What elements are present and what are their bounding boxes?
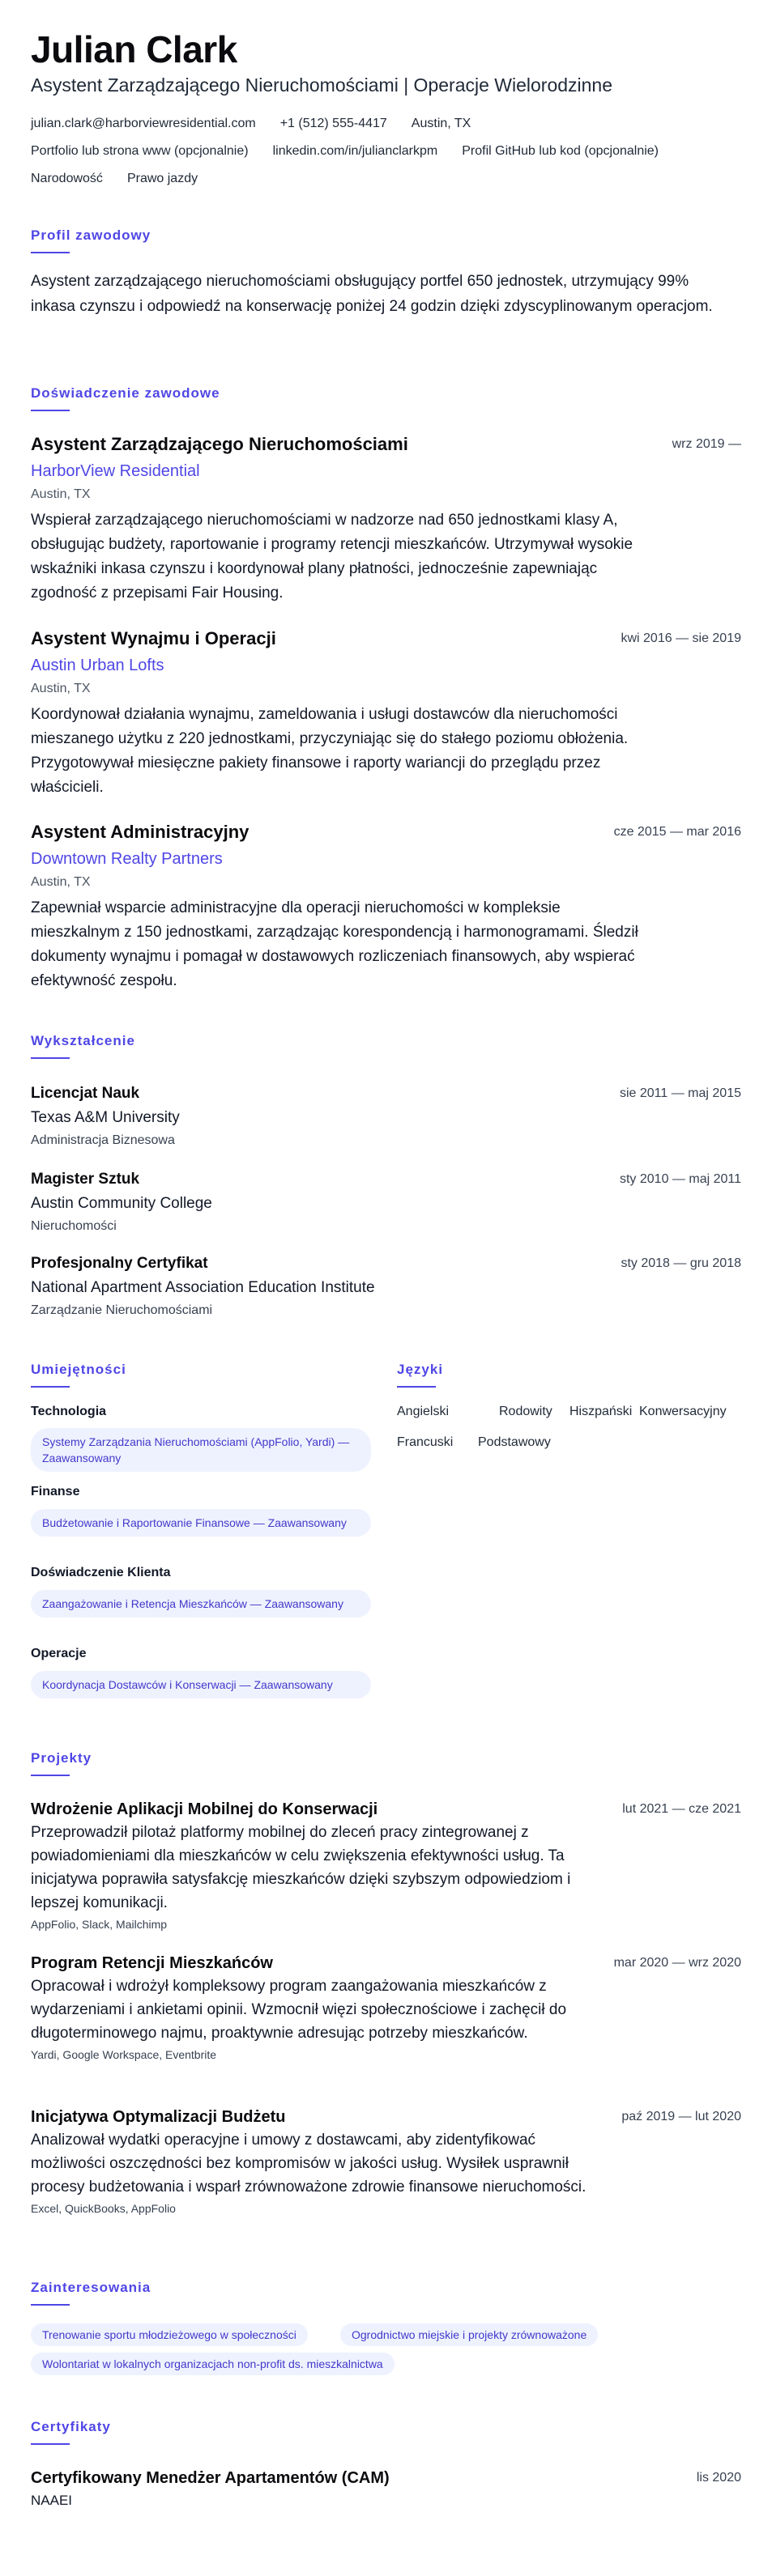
interest-tag: Ogrodnictwo miejskie i projekty zrównoważone (340, 2323, 598, 2346)
job-company: HarborView Residential (31, 462, 200, 480)
certificate-title: Certyfikowany Menedżer Apartamentów (CAM) (31, 2469, 390, 2487)
contact-row-personal (31, 172, 198, 186)
contact-row-primary (31, 117, 471, 131)
education-school: Texas A&M University (31, 1109, 180, 1126)
project-item (31, 1800, 741, 1931)
skill-category: Technologia (31, 1405, 107, 1418)
language-level: Konwersacyjny (639, 1405, 727, 1418)
interest-tag: Trenowanie sportu młodzieżowego w społeczności (31, 2323, 308, 2346)
skill-category: Doświadczenie Klienta (31, 1566, 171, 1579)
job-company: Austin Urban Lofts (31, 657, 164, 674)
experience-item (31, 628, 741, 800)
job-location: Austin, TX (31, 875, 91, 889)
candidate-name: Julian Clark (31, 28, 237, 70)
education-school: Austin Community College (31, 1195, 212, 1212)
skill-pill: Budżetowanie i Raportowanie Finansowe — Zaawansowany (31, 1509, 371, 1537)
language-name: Hiszpański (569, 1405, 633, 1418)
job-location: Austin, TX (31, 682, 91, 695)
job-description: Koordynował działania wynajmu, zameldowania i usługi dostawców dla nieruchomości mieszanego użytku z 220 jednostkami, przyczyniając się do stałego poziomu obłożenia. Przygotowywał miesięczne pakiety finansowe i raporty wariancji do przeglądu przez właścicieli. (31, 706, 629, 796)
contact-phone[interactable]: +1 (512) 555-4417 (279, 117, 387, 130)
project-description: Opracował i wdrożył kompleksowy program zaangażowania mieszkańców z wydarzeniami i ankietami opinii. Wzmocnił więzi społecznościowe i zachęcił do długoterminowego najmu, proaktywnie adresując potrzeby mieszkańców. (31, 1978, 567, 2042)
section-title-profile: Profil zawodowy (31, 227, 151, 243)
job-dates: wrz 2019 — (672, 437, 741, 451)
project-dates: mar 2020 — wrz 2020 (613, 1956, 741, 1970)
skill-pill: Systemy Zarządzania Nieruchomościami (AppFolio, Yardi) — Zaawansowany (31, 1428, 371, 1472)
skill-category: Operacje (31, 1647, 87, 1660)
project-title: Inicjatywa Optymalizacji Budżetu (31, 2108, 286, 2126)
profile-summary: Asystent zarządzającego nieruchomościami obsługujący portfel 650 jednostek, utrzymujący 99% inkasa czynszu i odpowiedź na konserwację poniżej 24 godzin dzięki zdyscyplinowanym operacjom. (31, 273, 713, 315)
project-title: Program Retencji Mieszkańców (31, 1954, 273, 1972)
education-degree: Licencjat Nauk (31, 1085, 140, 1102)
section-title-skills: Umiejętności (31, 1362, 126, 1377)
contact-nationality: Narodowość (31, 172, 103, 185)
contact-location: Austin, TX (411, 117, 471, 130)
project-title: Wdrożenie Aplikacji Mobilnej do Konserwacji (31, 1800, 378, 1818)
contact-linkedin[interactable]: linkedin.com/in/julianclarkpm (272, 144, 438, 158)
contact-github[interactable]: Profil GitHub lub kod (opcjonalnie) (462, 144, 659, 158)
section-title-experience: Doświadczenie zawodowe (31, 385, 220, 401)
job-description: Wspierał zarządzającego nieruchomościami w nadzorze nad 650 jednostkami klasy A, obsługując budżety, raportowanie i programy retencji mieszkańców. Utrzymywał wysokie wskaźniki inkasa czynszu i koordynował plany płatności, jednocześnie zapewniając zgodność z przepisami Fair Housing. (31, 512, 633, 601)
language-name: Angielski (397, 1405, 450, 1418)
education-school: National Apartment Association Education Institute (31, 1279, 375, 1296)
education-field: Administracja Biznesowa (31, 1133, 175, 1147)
job-dates: kwi 2016 — sie 2019 (621, 631, 741, 645)
project-dates: lut 2021 — cze 2021 (622, 1802, 741, 1816)
job-company: Downtown Realty Partners (31, 850, 223, 868)
candidate-headline: Asystent Zarządzającego Nieruchomościami | Operacje Wielorodzinne (31, 74, 613, 96)
project-dates: paź 2019 — lut 2020 (621, 2110, 741, 2123)
project-tech: Excel, QuickBooks, AppFolio (31, 2202, 176, 2215)
contact-license: Prawo jazdy (126, 172, 198, 185)
section-title-interests: Zainteresowania (31, 2280, 151, 2295)
project-item (31, 2108, 741, 2215)
language-level: Rodowity (499, 1405, 552, 1418)
section-title-languages: Języki (397, 1362, 444, 1377)
education-item (31, 1085, 741, 1148)
job-description: Zapewniał wsparcie administracyjne dla operacji nieruchomości w kompleksie mieszkalnym z 150 jednostkami, zarządzając korespondencją i harmonogramami. Śledził dokumenty wynajmu i pomagał w dostawowych rozliczeniach finansowych, aby wspierać efektywność zespołu. (31, 899, 638, 989)
project-description: Analizował wydatki operacyjne i umowy z dostawcami, aby zidentyfikować możliwości oszczędności bez kompromisów w jakości usług. Wysiłek usprawnił procesy budżetowania i wsparł zrównoważone zdrowie finansowe nieruchomości. (31, 2132, 586, 2196)
contact-row-links (31, 144, 659, 159)
language-level: Podstawowy (478, 1435, 551, 1449)
skill-pill: Koordynacja Dostawców i Konserwacji — Zaawansowany (31, 1671, 371, 1698)
contact-email[interactable]: julian.clark@harborviewresidential.com (31, 117, 256, 130)
section-title-projects: Projekty (31, 1750, 92, 1766)
education-dates: sty 2018 — gru 2018 (621, 1256, 741, 1270)
project-description: Przeprowadził pilotaż platformy mobilnej do zleceń pracy zintegrowanej z powiadomieniami dla mieszkańców w celu zwiększenia efektywności usług. Ta inicjatywa poprawiła satysfakcję mieszkańców dzięki szybszym odpowiedziom i lepszej komunikacji. (31, 1824, 571, 1911)
education-dates: sie 2011 — maj 2015 (619, 1086, 741, 1100)
language-name: Francuski (397, 1435, 454, 1449)
experience-item (31, 434, 741, 606)
project-tech: Yardi, Google Workspace, Eventbrite (31, 2048, 217, 2061)
job-dates: cze 2015 — mar 2016 (613, 825, 741, 839)
education-field: Nieruchomości (31, 1219, 117, 1233)
section-title-education: Wykształcenie (31, 1033, 135, 1048)
education-degree: Profesjonalny Certyfikat (31, 1255, 208, 1272)
project-tech: AppFolio, Slack, Mailchimp (31, 1918, 168, 1931)
education-degree: Magister Sztuk (31, 1171, 140, 1188)
certificate-issuer: NAAEI (31, 2493, 73, 2508)
certificate-item (31, 2469, 741, 2509)
section-title-certificates: Certyfikaty (31, 2419, 111, 2434)
education-field: Zarządzanie Nieruchomościami (31, 1303, 213, 1317)
project-item (31, 1954, 741, 2061)
skill-pill: Zaangażowanie i Retencja Mieszkańców — Zaawansowany (31, 1590, 371, 1617)
certificate-date: lis 2020 (696, 2471, 741, 2485)
skill-category: Finanse (31, 1485, 80, 1498)
job-location: Austin, TX (31, 487, 91, 501)
experience-item (31, 822, 741, 993)
job-role: Asystent Wynajmu i Operacji (31, 628, 276, 648)
interest-tag: Wolontariat w lokalnych organizacjach non-profit ds. mieszkalnictwa (31, 2353, 395, 2375)
education-dates: sty 2010 — maj 2011 (619, 1172, 741, 1186)
education-item (31, 1255, 741, 1318)
job-role: Asystent Zarządzającego Nieruchomościami (31, 434, 408, 454)
job-role: Asystent Administracyjny (31, 822, 250, 842)
education-item (31, 1171, 741, 1234)
contact-portfolio[interactable]: Portfolio lub strona www (opcjonalnie) (31, 144, 249, 158)
